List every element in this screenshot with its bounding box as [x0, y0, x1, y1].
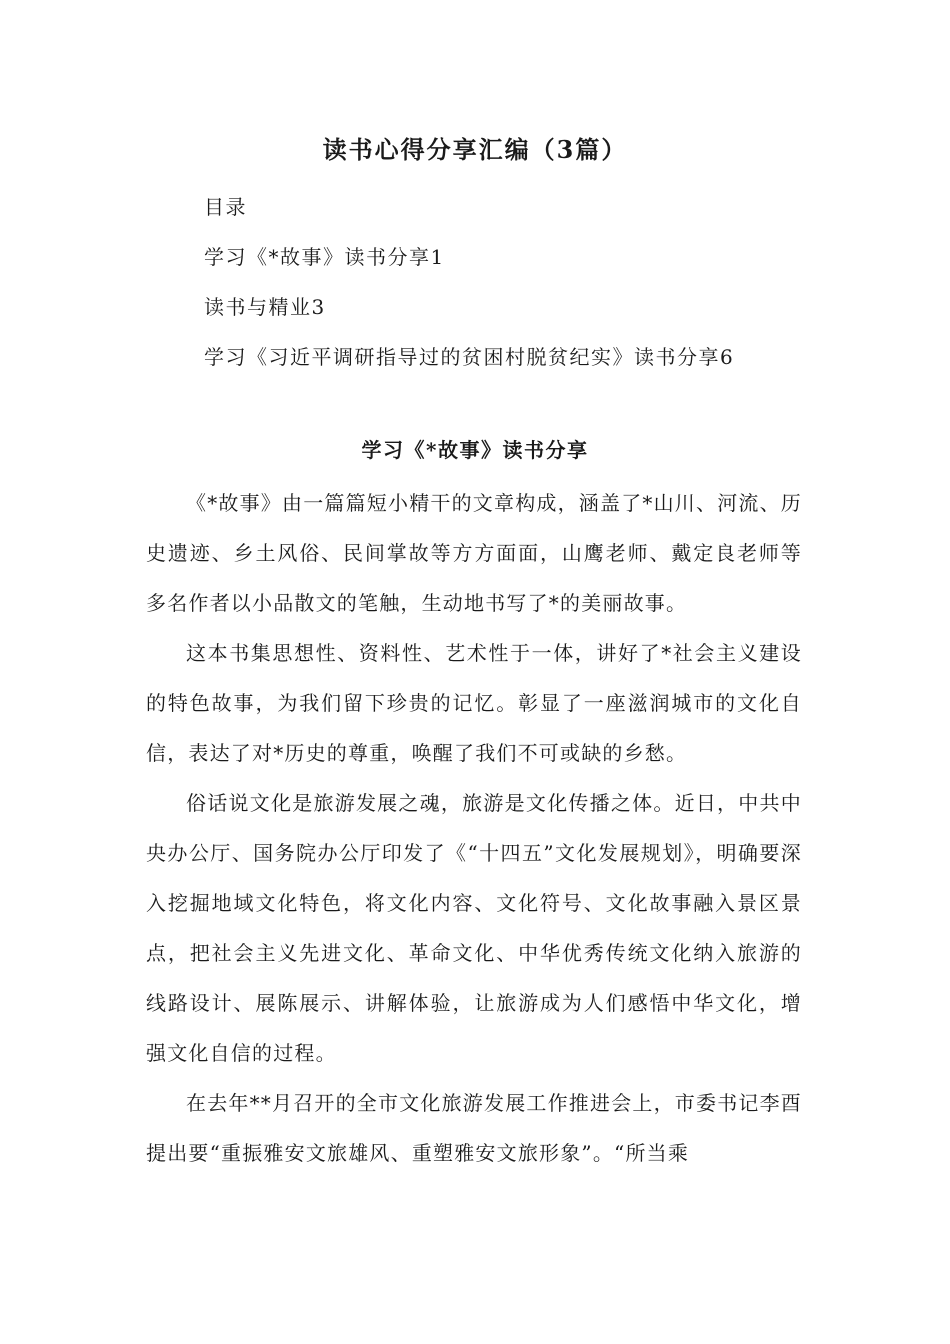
toc-item: 学习《*故事》读书分享1 [204, 245, 445, 269]
paragraph: 在去年**月召开的全市文化旅游发展工作推进会上，市委书记李酉提出要“重振雅安文旅雄风、重塑雅安文旅形象”。“所当乘 [146, 1091, 802, 1165]
toc-item: 读书与精业3 [204, 295, 326, 319]
paragraph: 《*故事》由一篇篇短小精干的文章构成，涵盖了*山川、河流、历史遗迹、乡土风俗、民间掌故等方方面面，山鹰老师、戴定良老师等多名作者以小品散文的笔触，生动地书写了*的美丽故事。 [146, 491, 802, 615]
paragraph: 这本书集思想性、资料性、艺术性于一体，讲好了*社会主义建设的特色故事，为我们留下珍贵的记忆。彰显了一座滋润城市的文化自信，表达了对*历史的尊重，唤醒了我们不可或缺的乡愁。 [146, 641, 802, 765]
table-of-contents [204, 182, 844, 382]
toc-heading: 目录 [204, 195, 247, 219]
toc-item: 学习《习近平调研指导过的贫困村脱贫纪实》读书分享6 [204, 345, 735, 369]
section-title: 学习《*故事》读书分享 [361, 438, 589, 462]
section-body [146, 478, 802, 1178]
document-title: 读书心得分享汇编（3篇） [322, 135, 628, 164]
paragraph: 俗话说文化是旅游发展之魂，旅游是文化传播之体。近日，中共中央办公厅、国务院办公厅印发了《“十四五”文化发展规划》，明确要深入挖掘地域文化特色，将文化内容、文化符号、文化故事融入景区景点，把社会主义先进文化、革命文化、中华优秀传统文化纳入旅游的线路设计、展陈展示、讲解体验，让旅游成为人们感悟中华文化，增强文化自信的过程。 [146, 791, 802, 1065]
